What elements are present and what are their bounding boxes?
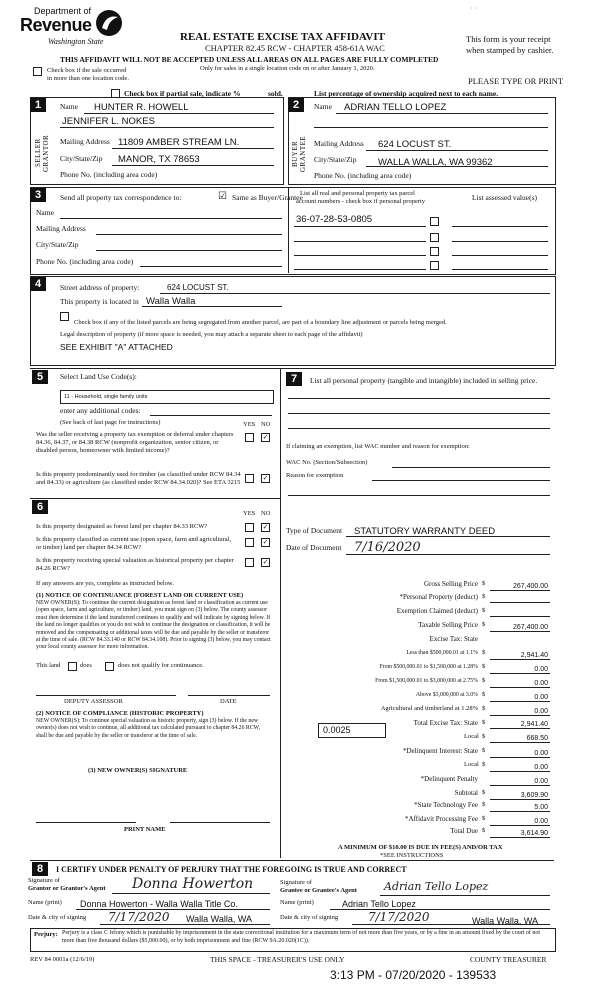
section6-q2: Is this property classified as current use (open space, farm and agricultural, or timber) land per chapter 84.34 RCW? [36, 536, 232, 551]
notice1-title: (1) NOTICE OF CONTINUANCE (FOREST LAND OR CURRENT USE) [36, 592, 244, 599]
total-due-label: Total Due [450, 827, 478, 835]
segregated-label: Check box if any of the listed parcels are being segregated from another parcel, are part of a boundary line adjustment or parcels being merged. [74, 319, 447, 326]
parcel-1[interactable]: 36-07-28-53-0805 [296, 214, 373, 225]
seller-phone-label: Phone No. (including area code) [60, 170, 158, 179]
buyer-name-line [336, 113, 548, 114]
tier3-value[interactable]: 0.00 [534, 680, 548, 687]
section6-q1: Is this property designated as forest land per chapter 84.33 RCW? [36, 523, 208, 530]
parcel-3-checkbox[interactable] [430, 247, 439, 256]
same-as-buyer-checkbox[interactable]: ☑ [218, 191, 227, 202]
delinquent-interest-dollar: $ [482, 747, 486, 754]
legal-description[interactable]: SEE EXHIBIT "A" ATTACHED [60, 342, 173, 352]
tier2-label: From $500,000.01 to $1,500,000 at 1.28% [379, 664, 478, 670]
seller-name-label: Name [60, 102, 78, 111]
sig-grantor-label-2: Grantor or Grantor's Agent [28, 885, 106, 892]
s6-q2-yes[interactable] [245, 538, 254, 547]
total-due-dollar: $ [482, 827, 486, 834]
section-2-number: 2 [288, 98, 304, 112]
located-value[interactable]: Walla Walla [146, 296, 196, 307]
wac-label: WAC No. (Section/Subsection) [286, 459, 368, 466]
personal-dollar: $ [482, 593, 486, 600]
certify-statement: I CERTIFY UNDER PENALTY OF PERJURY THAT THE FOREGOING IS TRUE AND CORRECT [56, 865, 407, 874]
s6-q2-no[interactable]: ✓ [262, 538, 269, 546]
grantee-date-city-label: Date & city of signing [280, 914, 339, 921]
section-3-number: 3 [30, 188, 46, 202]
seller-mailing[interactable]: 11809 AMBER STREAM LN. [118, 137, 240, 148]
dept-line-2: Revenue [20, 15, 92, 35]
land-label: This land [36, 662, 61, 669]
parcel-line-3 [294, 255, 426, 256]
buyer-mailing-label: Mailing Address [314, 139, 364, 148]
tier4-label: Above $3,000,000 at 3.0% [415, 692, 478, 698]
additional-codes-line [150, 415, 272, 416]
personal-deduct-label: *Personal Property (deduct) [399, 593, 478, 601]
exemption-line [490, 616, 550, 617]
subtotal-label: Subtotal [454, 789, 478, 797]
grantor-name-print[interactable]: Donna Howerton - Walla Walla Title Co. [80, 899, 238, 909]
local2-value[interactable]: 0.00 [534, 764, 548, 771]
reason-line-1 [372, 480, 550, 481]
doc-type-label: Type of Document [286, 526, 343, 535]
land-use-select[interactable] [60, 390, 274, 404]
seller-name-line-2 [60, 127, 274, 128]
s6-q1-no[interactable]: ✓ [262, 523, 269, 531]
reason-line-2 [288, 495, 550, 496]
local2-dollar: $ [482, 761, 486, 768]
notice2-body: NEW OWNER(S): To continue special valuation as historic property, sign (3) below. If the new owner(s) does not wish to continue, all additional tax calculated pursuant to chapter 84.26 RCW, shall be due and payable by the seller or transferor at the time of sale. [36, 718, 261, 739]
taxable-value[interactable]: 267,400.00 [512, 624, 548, 631]
partial-sale-label: Check box if partial sale, indicate % [124, 89, 241, 98]
see-instructions: *SEE INSTRUCTIONS [380, 852, 444, 859]
gross-dollar: $ [482, 580, 486, 587]
section6-no: NO [261, 510, 271, 517]
grantee-city[interactable]: Walla Walla, WA [472, 916, 539, 926]
seller-name-1[interactable]: HUNTER R. HOWELL [94, 102, 189, 113]
delinquent-interest-value[interactable]: 0.00 [534, 750, 548, 757]
affidavit-fee-dollar: $ [482, 815, 486, 822]
parcel-header-1: List all real and personal property tax parcel [300, 190, 415, 197]
top-scribble: · · [470, 4, 478, 13]
form-id: REV 84 0001a (12/6/19) [30, 956, 95, 963]
local-dollar: $ [482, 733, 486, 740]
land-use-value: 11 - Household, single family units [64, 394, 148, 400]
corr-phone-line [140, 266, 282, 267]
tech-fee-value[interactable]: 5.00 [534, 804, 548, 811]
same-as-buyer-label: Same as Buyer/Grantee [232, 193, 303, 202]
grantor-date-city-line [100, 924, 270, 925]
grantee-name-print-line [330, 909, 550, 910]
personal-property-label: List all personal property (tangible and intangible) included in selling price. [310, 376, 538, 385]
corr-name-label: Name [36, 208, 54, 217]
send-correspondence-label: Send all property tax correspondence to: [60, 193, 182, 202]
exemption-dollar: $ [482, 607, 486, 614]
delinquent-penalty-label: *Delinquent Penalty [420, 775, 478, 783]
taxable-dollar: $ [482, 621, 486, 628]
buyer-city-label: City/State/Zip [314, 155, 357, 164]
grantor-city[interactable]: Walla Walla, WA [186, 914, 253, 924]
total-state-value[interactable]: 2,941.40 [520, 721, 548, 728]
column-top-rule [30, 368, 554, 369]
ag-dollar: $ [482, 705, 486, 712]
buyer-mailing-line [366, 150, 548, 151]
seller-side-label [34, 128, 50, 178]
local-value[interactable]: 668.50 [526, 735, 548, 742]
percent-ownership-label: List percentage of ownership acquired next to each name. [314, 89, 499, 98]
notice1-body: NEW OWNER(S): To continue the current designation as forest land or classification as current use (open space, farm and agriculture, or timber) land, you must sign on (3) below. The county assessor must then determine if the land transferred continues to qualify and will indicate by signing below. If the land no longer qualifies or you do not wish to continue the designation or classification, it will be removed and the compensating or additional taxes will be due and payable by the seller or transferor at the time of sale. (RCW 84.33.140 or RCW 84.34.108). Prior to signing (3) below, you may contact your local county assessor for more information. [36, 600, 271, 651]
tier2-value[interactable]: 0.00 [534, 666, 548, 673]
grantee-name-print[interactable]: Adrian Tello Lopez [342, 899, 416, 909]
section-4-number: 4 [30, 277, 46, 291]
assessed-line-4 [452, 269, 548, 270]
does-not-label: does not qualify for continuance. [118, 662, 204, 669]
tier3-dollar: $ [482, 677, 486, 684]
gross-label: Gross Selling Price [423, 580, 478, 588]
tier4-value[interactable]: 0.00 [534, 694, 548, 701]
buyer-city[interactable]: WALLA WALLA, WA 99362 [378, 157, 493, 168]
dept-line-3: Washington State [48, 37, 104, 46]
section-6-rule [30, 498, 280, 499]
s6-q3-no[interactable]: ✓ [262, 558, 269, 566]
s6-q1-yes[interactable] [245, 523, 254, 532]
street-address[interactable]: 624 LOCUST ST. [167, 283, 229, 292]
section5-q2: Is this property predominantly used for timber (as classified under RCW 84.34 and 84.33) or agriculture (as classified under RCW 84.34.020)? See ETA 3215 [36, 471, 241, 486]
grantor-name-print-line [76, 909, 270, 910]
parcel-line-1 [294, 226, 426, 227]
corr-name-line [60, 218, 282, 219]
s5-q2-yes[interactable] [245, 474, 254, 483]
print-name-label: PRINT NAME [124, 826, 166, 833]
receipt-note-1: This form is your receipt [466, 34, 551, 44]
ag-label: Agricultural and timberland at 1.28% [380, 705, 478, 712]
gross-value[interactable]: 267,400.00 [512, 583, 548, 590]
sold-label: sold. [268, 89, 283, 98]
local-label: Local [464, 733, 479, 740]
legal-label: Legal description of property (if more space is needed, you may attach a separate sheet to each page of the affidavit) [60, 331, 363, 338]
if-yes-note: If any answers are yes, complete as instructed below. [36, 580, 174, 587]
s5-q1-no[interactable]: ✓ [262, 433, 269, 441]
total-state-label: Total Excise Tax: State [413, 719, 478, 727]
doc-date-label: Date of Document [286, 543, 342, 552]
multi-location-checkbox[interactable] [33, 67, 42, 76]
grantor-name-print-label: Name (print) [28, 899, 62, 906]
buyer-name[interactable]: ADRIAN TELLO LOPEZ [344, 102, 447, 113]
parcel-header-2: account numbers - check box if personal property [296, 198, 426, 205]
parcel-line-2 [294, 241, 426, 242]
affidavit-fee-label: *Affidavit Processing Fee [405, 815, 478, 823]
personal-property-line-3 [288, 428, 550, 429]
perjury-label: Perjury: [34, 931, 58, 938]
buyer-name-label: Name [314, 102, 332, 111]
seller-mailing-line [112, 148, 274, 149]
s5-q2-no[interactable]: ✓ [262, 474, 269, 482]
affidavit-fee-value[interactable]: 0.00 [534, 818, 548, 825]
seller-name-line-1 [84, 113, 274, 114]
section-8-rule [30, 860, 554, 861]
tech-fee-label: *State Technology Fee [414, 801, 478, 809]
corr-city-line [96, 250, 282, 251]
county-treasurer: COUNTY TREASURER [470, 955, 547, 964]
revenue-swirl-icon [94, 8, 124, 38]
please-type: PLEASE TYPE OR PRINT [468, 76, 564, 86]
section-5-number: 5 [32, 370, 48, 384]
corr-mailing-label: Mailing Address [36, 224, 86, 233]
exemption-deduct-label: Exemption Claimed (deduct) [396, 607, 478, 615]
corr-mailing-line [96, 234, 282, 235]
tier2-dollar: $ [482, 663, 486, 670]
section-1-number: 1 [30, 98, 46, 112]
buyer-grantee-text: BUYER GRANTEE [291, 135, 307, 173]
sig-grantee-label-2: Grantee or Grantee's Agent [280, 887, 357, 894]
subtotal-dollar: $ [482, 789, 486, 796]
see-back-note: (See back of last page for instructions) [60, 419, 161, 426]
buyer-mailing[interactable]: 624 LOCUST ST. [378, 139, 452, 150]
parcel-4-checkbox[interactable] [430, 261, 439, 270]
street-line [160, 293, 550, 294]
tech-fee-dollar: $ [482, 801, 486, 808]
delinquent-interest-label: *Delinquent Interest: State [402, 747, 478, 755]
land-does-not-checkbox[interactable] [105, 662, 114, 671]
personal-property-line-1 [288, 398, 550, 399]
located-line [142, 306, 282, 307]
tier1-value[interactable]: 2,941.40 [520, 652, 548, 659]
corr-city-label: City/State/Zip [36, 240, 79, 249]
multi-location-label-1: Check box if the sale occurred [47, 67, 127, 74]
land-use-label: Select Land Use Code(s): [60, 372, 137, 381]
section5-q1: Was the seller receiving a property tax exemption or deferral under chapters 84.36, 84.37, or 84.38 RCW (nonprofit organization, senior citizen, or disabled person, homeowner with limited income)? [36, 431, 234, 454]
parcel-2-checkbox[interactable] [430, 233, 439, 242]
receipt-stamp: 3:13 PM - 07/20/2020 - 139533 [330, 968, 497, 982]
buyer-phone-label: Phone No. (including area code) [314, 171, 412, 180]
tier1-label: Less than $500,000.01 at 1.1% [406, 650, 478, 656]
ag-value[interactable]: 0.00 [534, 708, 548, 715]
delinquent-penalty-value[interactable]: 0.00 [534, 778, 548, 785]
form-sub-warning: Only for sales in a single location code on or after January 1, 2020. [200, 65, 375, 72]
section-8-number: 8 [32, 862, 48, 876]
form-title: REAL ESTATE EXCISE TAX AFFIDAVIT [180, 31, 385, 43]
local2-label: Local [464, 761, 479, 768]
section6-yes: YES [243, 510, 256, 517]
assessed-line-1 [452, 226, 548, 227]
assessed-line-3 [452, 255, 548, 256]
tier3-label: From $1,500,000.01 to $3,000,000 at 2.75% [375, 678, 478, 684]
sig-grantee[interactable]: Adrian Tello Lopez [384, 880, 489, 893]
doc-type[interactable]: STATUTORY WARRANTY DEED [354, 526, 496, 537]
corr-phone-label: Phone No. (including area code) [36, 257, 134, 266]
new-owner-signature-label: (3) NEW OWNER(S) SIGNATURE [88, 767, 188, 774]
seller-city[interactable]: MANOR, TX 78653 [118, 154, 200, 165]
land-does-checkbox[interactable] [68, 662, 77, 671]
excise-state-label: Excise Tax: State [429, 635, 478, 643]
assessed-header: List assessed value(s) [472, 193, 537, 202]
wac-line [392, 467, 550, 468]
buyer-name-line-2 [314, 127, 548, 128]
deputy-assessor-label: DEPUTY ASSESSOR [64, 698, 123, 705]
reason-label: Reason for exemption [286, 472, 344, 479]
form-subtitle: CHAPTER 82.45 RCW - CHAPTER 458-61A WAC [205, 43, 385, 53]
tier4-dollar: $ [482, 691, 486, 698]
sig-grantor-line [112, 893, 270, 894]
seller-city-label: City/State/Zip [60, 154, 103, 163]
tax-calc-block [282, 580, 554, 848]
located-label: This property is located in [60, 297, 139, 306]
new-owner-signature-line-1 [36, 822, 136, 823]
sig-grantee-line [380, 895, 550, 896]
segregated-checkbox[interactable] [60, 312, 69, 321]
does-label: does [80, 662, 92, 669]
additional-codes-label: enter any additional codes: [60, 406, 141, 415]
grantee-date[interactable]: 7/17/2020 [368, 910, 430, 924]
seller-city-line [112, 165, 274, 166]
perjury-text: Perjury is a class C felony which is punishable by imprisonment in the state correctional institution for a maximum term of not more than five years, or by a fine in an amount fixed by the court of not more than five thousand dollars ($5,000.00), or by both imprisonment and fine (RCW 9A.20.020(1C)). [62, 930, 541, 944]
new-owner-signature-line-2 [170, 822, 270, 823]
s6-q3-yes[interactable] [245, 558, 254, 567]
seller-grantor-text: SELLER GRANTOR [34, 134, 50, 172]
local-rate-box[interactable]: 0.0025 [318, 723, 386, 738]
revenue-logo [20, 6, 130, 52]
seller-name-2[interactable]: JENNIFER L. NOKES [62, 116, 155, 127]
sig-grantor[interactable]: Donna Howerton [132, 876, 254, 892]
personal-line [490, 602, 550, 603]
grantor-date-city-label: Date & city of signing [28, 914, 87, 921]
column-divider [280, 368, 281, 858]
doc-date[interactable]: 7/16/2020 [354, 540, 421, 555]
taxable-label: Taxable Selling Price [418, 621, 478, 629]
tier1-dollar: $ [482, 649, 486, 656]
deputy-line [36, 695, 176, 696]
notice2-title: (2) NOTICE OF COMPLIANCE (HISTORIC PROPERTY) [36, 710, 204, 717]
section5-yes: YES [243, 421, 256, 428]
section-6-number: 6 [32, 500, 48, 514]
personal-property-line-2 [288, 413, 550, 414]
treasurer-space: THIS SPACE - TREASURER'S USE ONLY [210, 955, 345, 964]
s5-q1-yes[interactable] [245, 433, 254, 442]
multi-location-label-2: in more than one location code. [47, 75, 129, 82]
deputy-date-line [188, 695, 270, 696]
section5-no: NO [261, 421, 271, 428]
seller-mailing-label: Mailing Address [60, 137, 110, 146]
street-label: Street address of property: [60, 283, 140, 292]
subtotal-value[interactable]: 3,609.90 [520, 792, 548, 799]
grantor-date[interactable]: 7/17/2020 [108, 910, 170, 924]
deputy-date-label: DATE [220, 698, 237, 705]
minimum-note: A MINIMUM OF $10.00 IS DUE IN FEE(S) AND/OR TAX [338, 844, 503, 851]
assessed-line-2 [452, 241, 548, 242]
exemption-label: If claiming an exemption, list WAC number and reason for exemption: [286, 443, 470, 450]
grantee-name-print-label: Name (print) [280, 899, 314, 906]
section6-q3: Is this property receiving special valuation as historical property per chapter 84.26 RCW? [36, 557, 234, 572]
parcel-1-checkbox[interactable] [430, 217, 439, 226]
parcel-line-4 [294, 269, 426, 270]
section-7-number: 7 [286, 372, 302, 386]
total-state-dollar: $ [482, 719, 486, 726]
section-3-divider [288, 187, 289, 273]
buyer-side-label [291, 130, 307, 178]
sig-grantee-label-1: Signature of [280, 879, 312, 886]
receipt-note-2: when stamped by cashier. [466, 45, 554, 55]
sig-grantor-label-1: Signature of [28, 877, 60, 884]
form-warning: THIS AFFIDAVIT WILL NOT BE ACCEPTED UNLESS ALL AREAS ON ALL PAGES ARE FULLY COMPLETED [60, 55, 439, 64]
total-due-value[interactable]: 3,614.90 [520, 830, 548, 837]
dept-line-1: Department of [34, 6, 92, 16]
